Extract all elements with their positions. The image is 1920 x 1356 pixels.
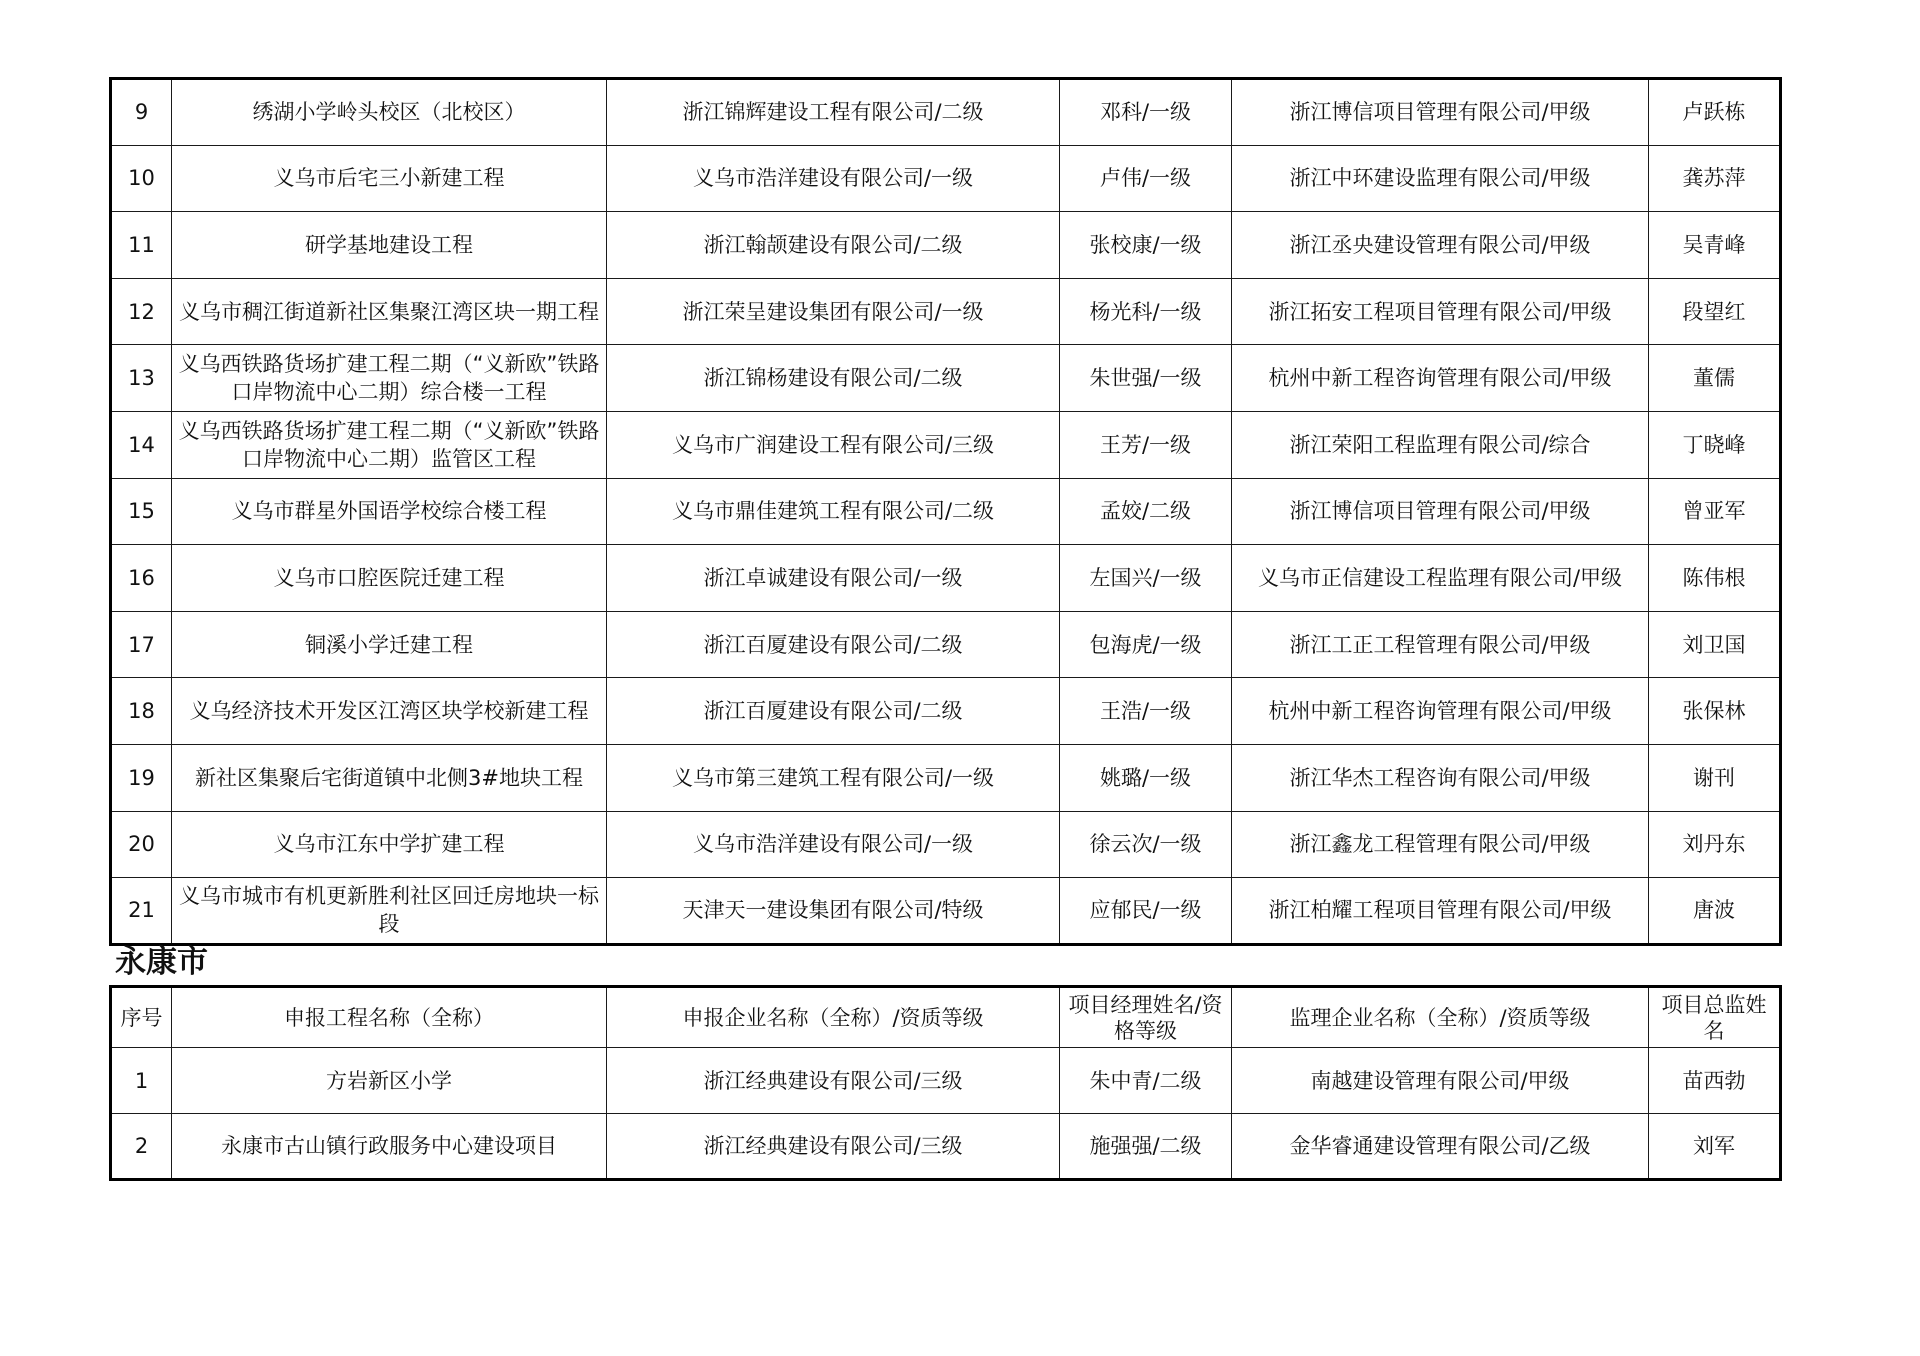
cell-no: 13 bbox=[111, 345, 172, 412]
cell-supervisor: 浙江博信项目管理有限公司/甲级 bbox=[1232, 478, 1649, 545]
cell-supervisor: 浙江博信项目管理有限公司/甲级 bbox=[1232, 79, 1649, 146]
cell-project: 义乌市城市有机更新胜利社区回迁房地块一标段 bbox=[172, 878, 607, 945]
header-supervisor: 监理企业名称（全称）/资质等级 bbox=[1232, 987, 1649, 1048]
table-header-row bbox=[111, 987, 1781, 1048]
cell-manager: 左国兴/一级 bbox=[1060, 545, 1232, 612]
cell-project: 绣湖小学岭头校区（北校区） bbox=[172, 79, 607, 146]
cell-manager: 邓科/一级 bbox=[1060, 79, 1232, 146]
table-row bbox=[111, 145, 1781, 212]
header-chief: 项目总监姓名 bbox=[1649, 987, 1781, 1048]
table-row bbox=[111, 345, 1781, 412]
cell-project: 铜溪小学迁建工程 bbox=[172, 611, 607, 678]
cell-supervisor: 浙江丞央建设管理有限公司/甲级 bbox=[1232, 212, 1649, 279]
cell-chief: 唐波 bbox=[1649, 878, 1781, 945]
table-row bbox=[111, 411, 1781, 478]
table-row bbox=[111, 212, 1781, 279]
cell-manager: 施强强/二级 bbox=[1060, 1114, 1232, 1180]
cell-manager: 杨光科/一级 bbox=[1060, 278, 1232, 345]
cell-chief: 卢跃栋 bbox=[1649, 79, 1781, 146]
cell-chief: 张保林 bbox=[1649, 678, 1781, 745]
cell-contractor: 义乌市浩洋建设有限公司/一级 bbox=[607, 145, 1060, 212]
cell-chief: 龚苏萍 bbox=[1649, 145, 1781, 212]
cell-contractor: 浙江锦辉建设工程有限公司/二级 bbox=[607, 79, 1060, 146]
cell-manager: 卢伟/一级 bbox=[1060, 145, 1232, 212]
cell-project: 义乌西铁路货场扩建工程二期（“义新欧”铁路口岸物流中心二期）监管区工程 bbox=[172, 411, 607, 478]
table-row bbox=[111, 744, 1781, 811]
table-row bbox=[111, 878, 1781, 945]
cell-contractor: 义乌市鼎佳建筑工程有限公司/二级 bbox=[607, 478, 1060, 545]
cell-contractor: 浙江卓诚建设有限公司/一级 bbox=[607, 545, 1060, 612]
cell-chief: 陈伟根 bbox=[1649, 545, 1781, 612]
cell-no: 21 bbox=[111, 878, 172, 945]
cell-supervisor: 浙江中环建设监理有限公司/甲级 bbox=[1232, 145, 1649, 212]
cell-chief: 段望红 bbox=[1649, 278, 1781, 345]
cell-project: 新社区集聚后宅街道镇中北侧3#地块工程 bbox=[172, 744, 607, 811]
cell-no: 10 bbox=[111, 145, 172, 212]
cell-supervisor: 南越建设管理有限公司/甲级 bbox=[1232, 1048, 1649, 1114]
cell-supervisor: 浙江华杰工程咨询有限公司/甲级 bbox=[1232, 744, 1649, 811]
cell-chief: 谢刊 bbox=[1649, 744, 1781, 811]
table-row bbox=[111, 545, 1781, 612]
cell-contractor: 浙江经典建设有限公司/三级 bbox=[607, 1114, 1060, 1180]
cell-supervisor: 浙江荣阳工程监理有限公司/综合 bbox=[1232, 411, 1649, 478]
cell-no: 9 bbox=[111, 79, 172, 146]
cell-chief: 董儒 bbox=[1649, 345, 1781, 412]
cell-contractor: 浙江荣呈建设集团有限公司/一级 bbox=[607, 278, 1060, 345]
cell-contractor: 义乌市广润建设工程有限公司/三级 bbox=[607, 411, 1060, 478]
cell-manager: 孟姣/二级 bbox=[1060, 478, 1232, 545]
cell-chief: 丁晓峰 bbox=[1649, 411, 1781, 478]
cell-chief: 曾亚军 bbox=[1649, 478, 1781, 545]
cell-chief: 刘丹东 bbox=[1649, 811, 1781, 878]
cell-no: 1 bbox=[111, 1048, 172, 1114]
table-row bbox=[111, 478, 1781, 545]
cell-supervisor: 金华睿通建设管理有限公司/乙级 bbox=[1232, 1114, 1649, 1180]
cell-project: 永康市古山镇行政服务中心建设项目 bbox=[172, 1114, 607, 1180]
cell-no: 19 bbox=[111, 744, 172, 811]
cell-supervisor: 浙江拓安工程项目管理有限公司/甲级 bbox=[1232, 278, 1649, 345]
cell-contractor: 义乌市第三建筑工程有限公司/一级 bbox=[607, 744, 1060, 811]
table-row bbox=[111, 1114, 1781, 1180]
cell-contractor: 天津天一建设集团有限公司/特级 bbox=[607, 878, 1060, 945]
cell-contractor: 浙江百厦建设有限公司/二级 bbox=[607, 611, 1060, 678]
cell-chief: 刘军 bbox=[1649, 1114, 1781, 1180]
table-row bbox=[111, 1048, 1781, 1114]
cell-no: 14 bbox=[111, 411, 172, 478]
cell-supervisor: 杭州中新工程咨询管理有限公司/甲级 bbox=[1232, 678, 1649, 745]
cell-chief: 苗西勃 bbox=[1649, 1048, 1781, 1114]
header-no: 序号 bbox=[111, 987, 172, 1048]
cell-manager: 应郁民/一级 bbox=[1060, 878, 1232, 945]
cell-manager: 姚璐/一级 bbox=[1060, 744, 1232, 811]
cell-supervisor: 浙江工正工程管理有限公司/甲级 bbox=[1232, 611, 1649, 678]
cell-manager: 王芳/一级 bbox=[1060, 411, 1232, 478]
cell-manager: 张校康/一级 bbox=[1060, 212, 1232, 279]
cell-no: 15 bbox=[111, 478, 172, 545]
cell-no: 12 bbox=[111, 278, 172, 345]
table-row bbox=[111, 79, 1781, 146]
table-row bbox=[111, 611, 1781, 678]
cell-project: 研学基地建设工程 bbox=[172, 212, 607, 279]
header-contractor: 申报企业名称（全称）/资质等级 bbox=[607, 987, 1060, 1048]
cell-no: 20 bbox=[111, 811, 172, 878]
cell-manager: 朱中青/二级 bbox=[1060, 1048, 1232, 1114]
cell-project: 义乌市口腔医院迁建工程 bbox=[172, 545, 607, 612]
cell-project: 义乌市稠江街道新社区集聚江湾区块一期工程 bbox=[172, 278, 607, 345]
cell-project: 义乌市江东中学扩建工程 bbox=[172, 811, 607, 878]
table-row bbox=[111, 678, 1781, 745]
cell-contractor: 浙江翰颉建设有限公司/二级 bbox=[607, 212, 1060, 279]
cell-no: 17 bbox=[111, 611, 172, 678]
cell-project: 义乌西铁路货场扩建工程二期（“义新欧”铁路口岸物流中心二期）综合楼一工程 bbox=[172, 345, 607, 412]
cell-manager: 包海虎/一级 bbox=[1060, 611, 1232, 678]
yongkang-table-body bbox=[111, 987, 1781, 1180]
cell-no: 18 bbox=[111, 678, 172, 745]
cell-contractor: 浙江百厦建设有限公司/二级 bbox=[607, 678, 1060, 745]
cell-manager: 王浩/一级 bbox=[1060, 678, 1232, 745]
yiwu-project-table bbox=[109, 77, 1782, 946]
cell-chief: 吴青峰 bbox=[1649, 212, 1781, 279]
cell-chief: 刘卫国 bbox=[1649, 611, 1781, 678]
cell-supervisor: 浙江柏耀工程项目管理有限公司/甲级 bbox=[1232, 878, 1649, 945]
header-project: 申报工程名称（全称） bbox=[172, 987, 607, 1048]
cell-contractor: 浙江锦杨建设有限公司/二级 bbox=[607, 345, 1060, 412]
cell-supervisor: 义乌市正信建设工程监理有限公司/甲级 bbox=[1232, 545, 1649, 612]
cell-no: 2 bbox=[111, 1114, 172, 1180]
cell-manager: 徐云次/一级 bbox=[1060, 811, 1232, 878]
cell-contractor: 义乌市浩洋建设有限公司/一级 bbox=[607, 811, 1060, 878]
cell-project: 义乌经济技术开发区江湾区块学校新建工程 bbox=[172, 678, 607, 745]
cell-contractor: 浙江经典建设有限公司/三级 bbox=[607, 1048, 1060, 1114]
header-manager: 项目经理姓名/资格等级 bbox=[1060, 987, 1232, 1048]
cell-supervisor: 浙江鑫龙工程管理有限公司/甲级 bbox=[1232, 811, 1649, 878]
table-row bbox=[111, 811, 1781, 878]
cell-supervisor: 杭州中新工程咨询管理有限公司/甲级 bbox=[1232, 345, 1649, 412]
yiwu-table-body bbox=[111, 79, 1781, 945]
section-title-yongkang: 永康市 bbox=[115, 944, 208, 980]
cell-no: 11 bbox=[111, 212, 172, 279]
cell-no: 16 bbox=[111, 545, 172, 612]
cell-project: 义乌市后宅三小新建工程 bbox=[172, 145, 607, 212]
cell-project: 方岩新区小学 bbox=[172, 1048, 607, 1114]
table-row bbox=[111, 278, 1781, 345]
yongkang-project-table bbox=[109, 985, 1782, 1181]
cell-project: 义乌市群星外国语学校综合楼工程 bbox=[172, 478, 607, 545]
cell-manager: 朱世强/一级 bbox=[1060, 345, 1232, 412]
